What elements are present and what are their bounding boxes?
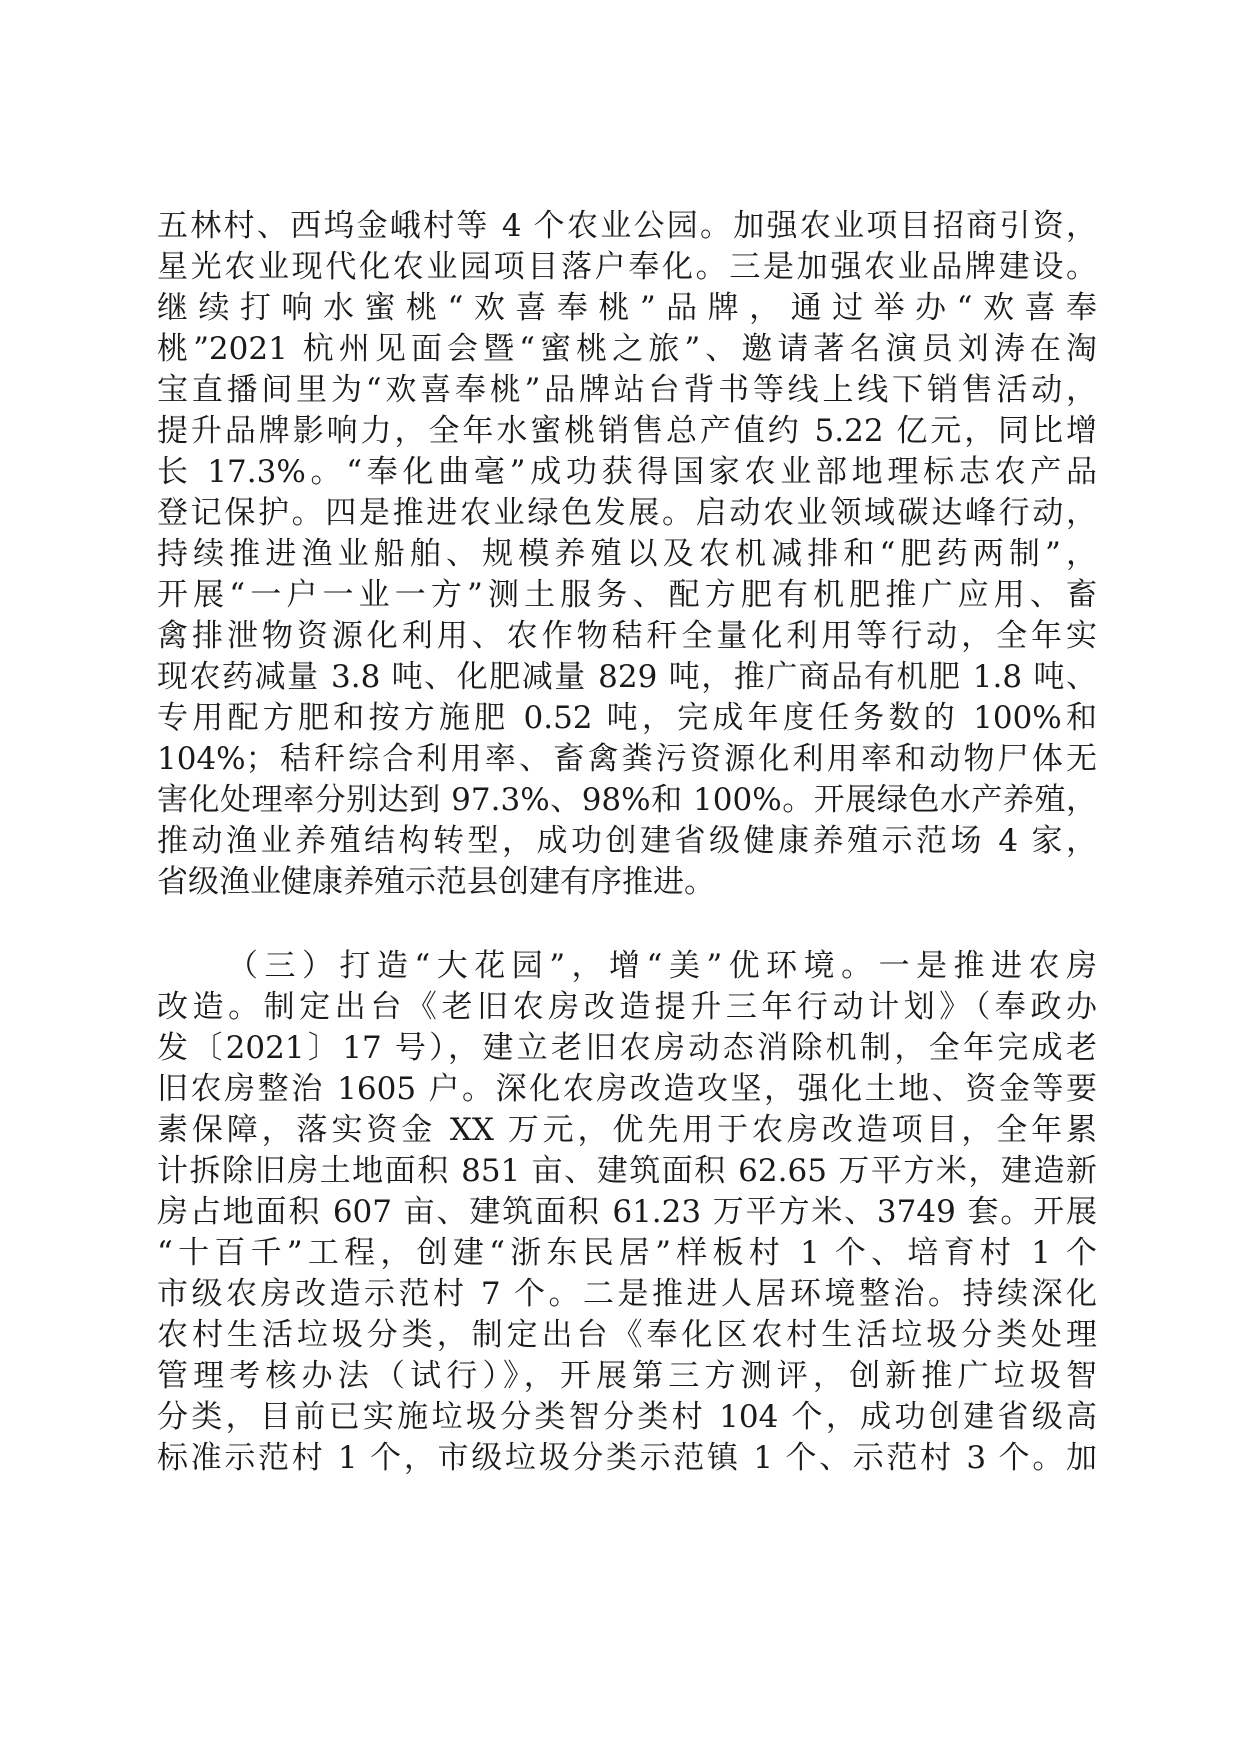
section-heading-line: （三）打造“大花园”，增“美”优环境。一是推进农房 (227, 948, 1097, 984)
text-line: 管理考核办法（试行）》，开展第三方测评，创新推广垃圾智 (157, 1358, 1097, 1394)
text-line: 继续打响水蜜桃“欢喜奉桃”品牌，通过举办“欢喜奉 (157, 290, 1097, 326)
text-line: 素保障，落实资金 XX 万元，优先用于农房改造项目，全年累 (157, 1112, 1097, 1148)
text-line: 市级农房改造示范村 7 个。二是推进人居环境整治。持续深化 (157, 1276, 1097, 1312)
text-line: 禽排泄物资源化利用、农作物秸秆全量化利用等行动，全年实 (157, 618, 1097, 654)
text-line: 推动渔业养殖结构转型，成功创建省级健康养殖示范场 4 家， (157, 823, 1097, 859)
text-line: 星光农业现代化农业园项目落户奉化。三是加强农业品牌建设。 (157, 249, 1097, 285)
text-line: 开展“一户一业一方”测土服务、配方肥有机肥推广应用、畜 (157, 577, 1097, 613)
text-line: 持续推进渔业船舶、规模养殖以及农机减排和“肥药两制”， (157, 536, 1097, 572)
text-line: 分类，目前已实施垃圾分类智分类村 104 个，成功创建省级高 (157, 1399, 1097, 1435)
text-line: 房占地面积 607 亩、建筑面积 61.23 万平方米、3749 套。开展 (157, 1194, 1097, 1230)
text-line: 发〔2021〕17 号），建立老旧农房动态消除机制，全年完成老 (157, 1030, 1097, 1066)
text-line: “十百千”工程，创建“浙东民居”样板村 1 个、培育村 1 个 (157, 1235, 1097, 1271)
text-line: 桃”2021 杭州见面会暨“蜜桃之旅”、邀请著名演员刘涛在淘 (157, 331, 1097, 367)
text-line: 省级渔业健康养殖示范县创建有序推进。 (157, 864, 715, 900)
text-line: 现农药减量 3.8 吨、化肥减量 829 吨，推广商品有机肥 1.8 吨、 (157, 659, 1097, 695)
text-line: 登记保护。四是推进农业绿色发展。启动农业领域碳达峰行动， (157, 495, 1097, 531)
paragraph-agriculture-brand-green (157, 206, 1097, 903)
text-line: 旧农房整治 1605 户。深化农房改造攻坚，强化土地、资金等要 (157, 1071, 1097, 1107)
text-line: 长 17.3%。“奉化曲毫”成功获得国家农业部地理标志农产品 (157, 454, 1097, 490)
text-line: 提升品牌影响力，全年水蜜桃销售总产值约 5.22 亿元，同比增 (157, 413, 1097, 449)
text-line: 标准示范村 1 个，市级垃圾分类示范镇 1 个、示范村 3 个。加 (157, 1440, 1097, 1476)
text-line: 104%；秸秆综合利用率、畜禽粪污资源化利用率和动物尸体无 (157, 741, 1097, 777)
text-line: 五林村、西坞金峨村等 4 个农业公园。加强农业项目招商引资， (157, 208, 1097, 244)
text-line: 宝直播间里为“欢喜奉桃”品牌站台背书等线上线下销售活动， (157, 372, 1097, 408)
text-line: 计拆除旧房土地面积 851 亩、建筑面积 62.65 万平方米，建造新 (157, 1153, 1097, 1189)
text-line: 改造。制定出台《老旧农房改造提升三年行动计划》（奉政办 (157, 989, 1097, 1025)
paragraph-big-garden-environment (157, 946, 1097, 1479)
text-line: 专用配方肥和按方施肥 0.52 吨，完成年度任务数的 100%和 (157, 700, 1097, 736)
text-line: 农村生活垃圾分类，制定出台《奉化区农村生活垃圾分类处理 (157, 1317, 1097, 1353)
text-line: 害化处理率分别达到 97.3%、98%和 100%。开展绿色水产养殖， (157, 782, 1097, 818)
